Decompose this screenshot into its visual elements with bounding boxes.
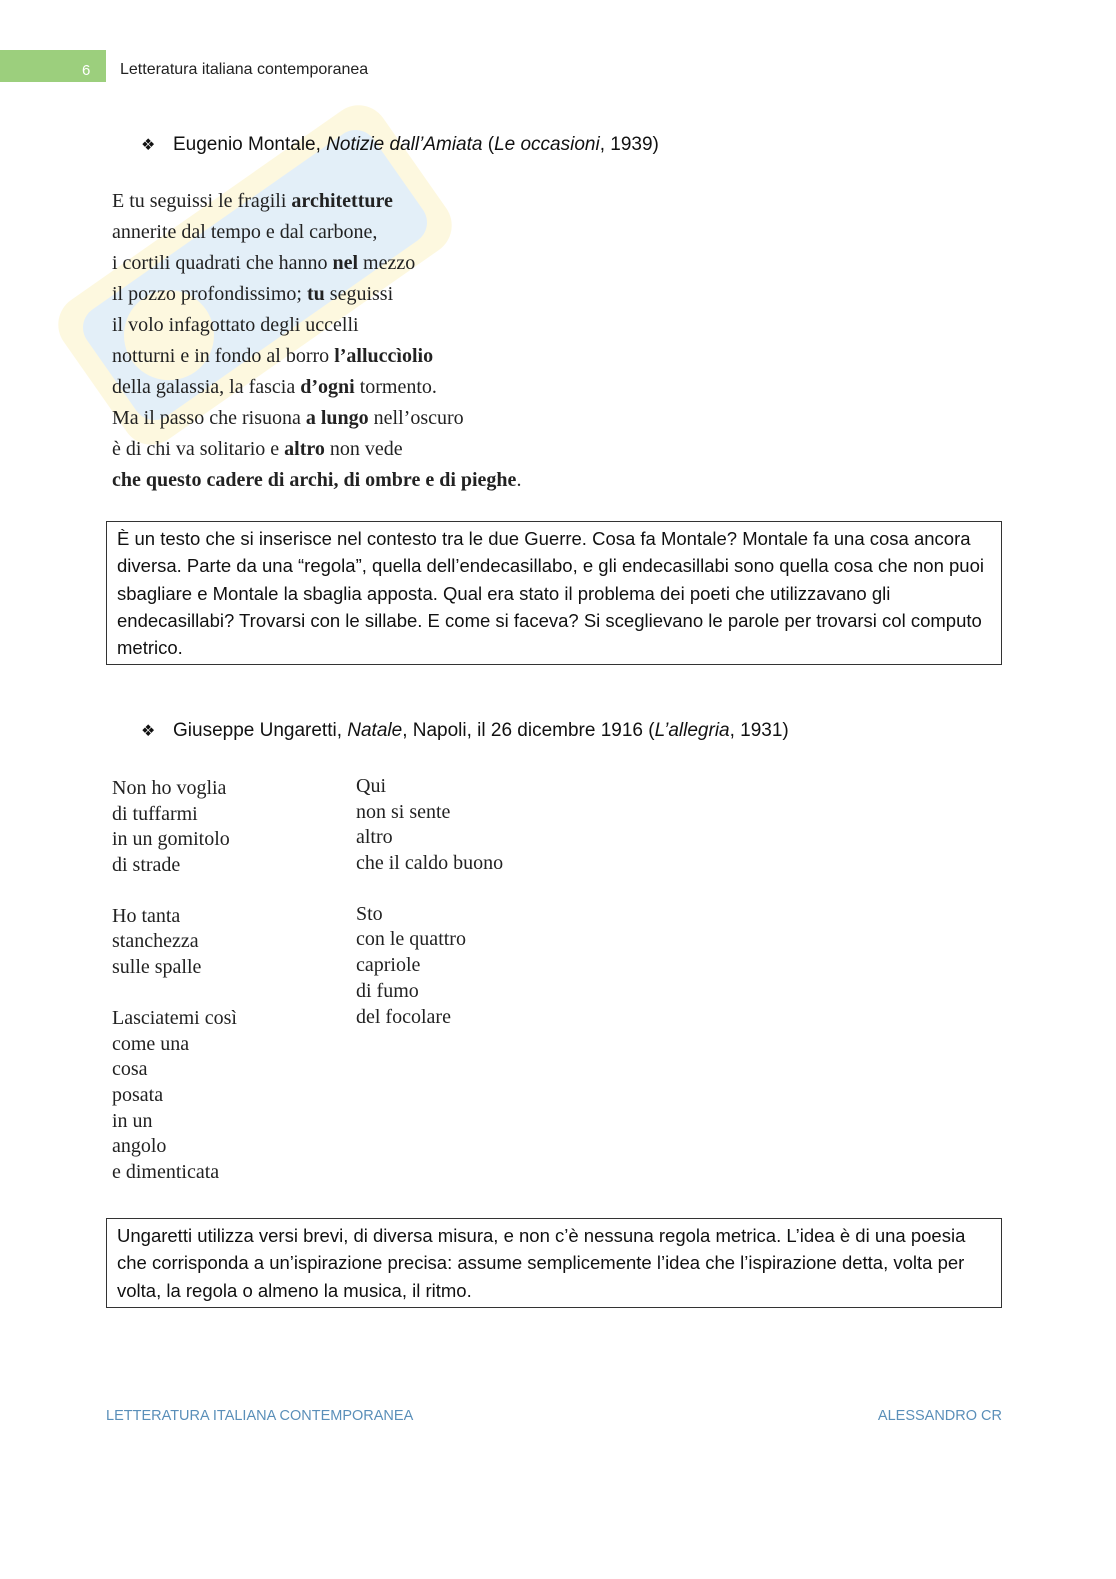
footer-left: LETTERATURA ITALIANA CONTEMPORANEA [106,1408,414,1424]
montale-note: È un testo che si inserisce nel contesto tra le due Guerre. Cosa fa Montale? Montale fa una cosa ancora diversa. Parte da una “regola”, quella dell’endecasillabo, e gli endecasillabi sono quella cosa che non puoi sbagliare e Montale la sbaglia apposta. Qual era stato il problema dei poeti che utilizzavano gli endecasillabi? Trovarsi con le sillabe. E come si faceva? Si sceglievano le parole per trovarsi col computo metrico. [106,521,1002,665]
diamond-bullet-icon: ❖ [141,137,156,154]
poem-line [112,372,521,403]
poem-line [112,248,521,279]
poem-line [112,217,521,248]
poem-line: in un gomitolo [112,828,230,851]
poem-line-segment: che questo cadere di archi, di ombre e di pieghe [112,469,517,491]
poem-line: capriole [356,954,421,977]
poem-line-segment: architetture [291,190,393,212]
poem-line [112,186,521,217]
poem-line: cosa [112,1058,148,1081]
poem-line [112,403,521,434]
poem-line [112,341,521,372]
poem-line-segment: . [516,469,522,491]
poem-line-segment: a lungo [305,407,369,429]
section1-heading: ❖ Eugenio Montale, Notizie dall’Amiata (Le occasioni, 1939) [141,134,659,155]
poem-line-segment: Ma il passo che risuona [112,407,306,429]
poem-line-segment: annerite dal tempo e dal carbone, [112,221,378,243]
diamond-bullet-icon: ❖ [141,723,156,740]
poem-line: Qui [356,775,386,797]
poem-line-segment: della galassia, la fascia [112,376,301,398]
poem-line-segment: tormento. [354,376,437,398]
ungaretti-poem-left [112,776,237,1186]
poem-line-segment: è di chi va solitario e [112,438,285,460]
poem-line: Non ho voglia [112,777,227,799]
poem-line-segment: il pozzo profondissimo; [112,283,307,305]
ungaretti-note: Ungaretti utilizza versi brevi, di diversa misura, e non c’è nessuna regola metrica. L’idea è di una poesia che corrisponda a un’ispirazione precisa: assume semplicemente l’idea che l’ispirazione detta, volta per volta, la regola o almeno la musica, il ritmo. [106,1218,1002,1308]
poem-line: in un [112,1109,153,1132]
footer-right: ALESSANDRO CR [877,1408,1002,1424]
poem-line [112,310,521,341]
poem-line: posata [112,1083,164,1106]
poem-line-segment: il volo infagottato degli uccelli [112,314,359,336]
poem-line: Lasciatemi così [112,1006,237,1029]
poem-line: con le quattro [356,928,466,951]
stanza-gap [112,981,237,1006]
poem-line: di fumo [356,979,419,1002]
poem-line: angolo [112,1135,167,1158]
poem-line: stanchezza [112,930,199,953]
poem-line-segment: nel [332,252,359,274]
poem-line: di tuffarmi [112,802,198,825]
running-title: Letteratura italiana contemporanea [120,61,369,78]
poem-line [112,279,521,310]
page-number: 6 [82,62,91,79]
poem-line: Ho tanta [112,904,181,927]
poem-line-segment: non vede [324,438,403,460]
poem-line: non si sente [356,800,451,823]
section2-heading: ❖ Giuseppe Ungaretti, Natale, Napoli, il 26 dicembre 1916 (L’allegria, 1931) [141,720,789,741]
poem-line: del focolare [356,1005,451,1028]
poem-line: Sto [356,902,383,925]
poem-line-segment: nell’oscuro [368,407,464,429]
poem-line: come una [112,1032,190,1055]
poem-line [112,465,521,496]
poem-line-segment: d’ogni [300,376,355,398]
poem-line-segment: i cortili quadrati che hanno [112,252,333,274]
poem-line-segment: mezzo [358,252,416,274]
ungaretti-poem-right [356,774,503,1030]
poem-line: che il caldo buono [356,852,504,875]
poem-line: e dimenticata [112,1160,220,1183]
poem-line-segment: altro [284,438,325,460]
poem-line-segment: seguissi [324,283,394,305]
poem-line-segment: l’alluccìolio [334,345,434,367]
poem-line: altro [356,826,393,849]
poem-line: di strade [112,854,181,877]
poem-line-segment: tu [306,283,325,305]
montale-poem [112,186,521,496]
stanza-gap [356,877,503,902]
poem-line-segment: E tu seguissi le fragili [112,190,292,212]
stanza-gap [112,879,237,904]
poem-line-segment: notturni e in fondo al borro [112,345,335,367]
poem-line [112,434,521,465]
poem-line: sulle spalle [112,956,202,979]
